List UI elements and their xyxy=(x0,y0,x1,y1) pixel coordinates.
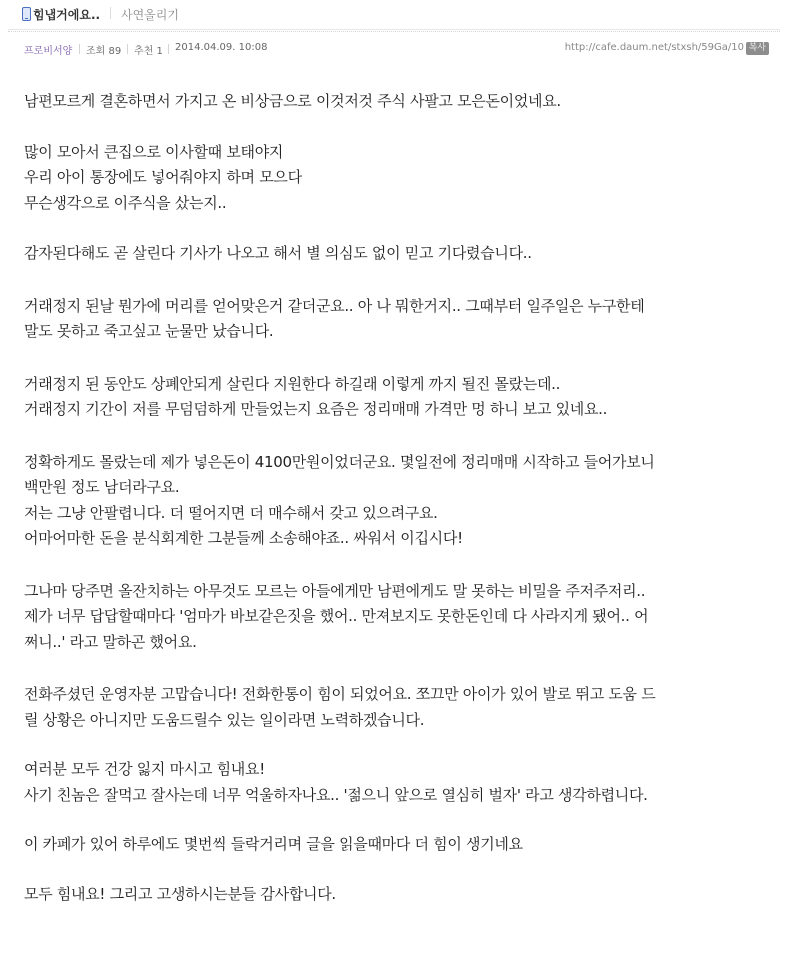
paragraph: 많이 모아서 큰집으로 이사할때 보태야지 우리 아이 통장에도 넣어줘야지 하며 모으다 무슨생각으로 이주식을 샀는지.. xyxy=(24,142,302,212)
paragraph: 모두 힘내요! 그리고 고생하시는분들 감사합니다. xyxy=(24,884,336,903)
paragraph: 거래정지 된날 뭔가에 머리를 얻어맞은거 같더군요.. 아 나 뭐한거지.. 그때부터 일주일은 누구한테 말도 못하고 죽고싶고 눈물만 났습니다. xyxy=(24,296,645,340)
post-header xyxy=(0,0,790,30)
view-count: 조회 89 xyxy=(86,46,122,57)
paragraph: 남편모르게 결혼하면서 가지고 온 비상금으로 이것저것 주식 사팔고 모은돈이었네요. xyxy=(24,92,561,110)
copy-url-button[interactable]: 복사 xyxy=(746,42,769,55)
post-title[interactable]: 힘냅거에요.. xyxy=(33,8,101,22)
paragraph: 거래정지 된 동안도 상폐안되게 살린다 지원한다 하길래 이렇게 까지 될진 몰랐는데.. 거래정지 기간이 저를 무덤덤하게 만들었는지 요즘은 정리매매 가격만 멍 하니 보고 있네요.. xyxy=(24,374,608,418)
author-link[interactable]: 프로비서양 xyxy=(24,46,73,57)
meta-divider xyxy=(79,44,80,54)
meta-divider xyxy=(168,44,169,54)
paragraph: 감자된다해도 곧 살린다 기사가 나오고 해서 별 의심도 없이 믿고 기다렸습니다.. xyxy=(24,244,532,262)
title-divider xyxy=(110,7,111,19)
post-url[interactable]: http://cafe.daum.net/stxsh/59Ga/10 xyxy=(564,42,744,53)
meta-divider xyxy=(127,44,128,54)
phone-icon xyxy=(22,7,31,21)
header-dotted-divider xyxy=(8,31,780,32)
paragraph: 여러분 모두 건강 잃지 마시고 힘내요! 사기 친놈은 잘먹고 잘사는데 너무 억울하자나요.. '젊으니 앞으로 열심히 벌자' 라고 생각하렵니다. xyxy=(24,760,648,804)
header-divider xyxy=(8,29,780,30)
paragraph: 그나마 당주면 올잔치하는 아무것도 모르는 아들에게만 남편에게도 말 못하는 비밀을 주저주저리.. 제가 너무 답답할때마다 '엄마가 바보같은짓을 했어.. 만져보지도 못한돈인데 다 사라지게 됐어.. 어 쩌니..' 라고 말하곤 했어요. xyxy=(24,581,649,651)
post-date: 2014.04.09. 10:08 xyxy=(175,42,268,53)
paragraph: 전화주셨던 운영자분 고맙습니다! 전화한통이 힘이 되었어요. 쪼끄만 아이가 있어 발로 뛰고 도움 드 릴 상황은 아니지만 도움드릴수 있는 일이라면 노력하겠습니다. xyxy=(24,685,656,729)
recommend-count: 추천 1 xyxy=(134,46,163,57)
post-body xyxy=(24,89,764,907)
paragraph: 정확하게도 몰랐는데 제가 넣은돈이 4100만원이었더군요. 몇일전에 정리매매 시작하고 들어가보니 백만원 정도 남더라구요. 저는 그냥 안팔렵니다. 더 떨어지면 더 매수해서 갖고 있으려구요. 어마어마한 돈을 분식회계한 그분들께 소송해야죠.. 싸워서 이깁시다! xyxy=(24,452,655,547)
paragraph: 이 카페가 있어 하루에도 몇번씩 들락거리며 글을 읽을때마다 더 힘이 생기네요 xyxy=(24,835,523,853)
board-name-link[interactable]: 사연올리기 xyxy=(121,8,179,22)
post-meta xyxy=(0,40,790,60)
